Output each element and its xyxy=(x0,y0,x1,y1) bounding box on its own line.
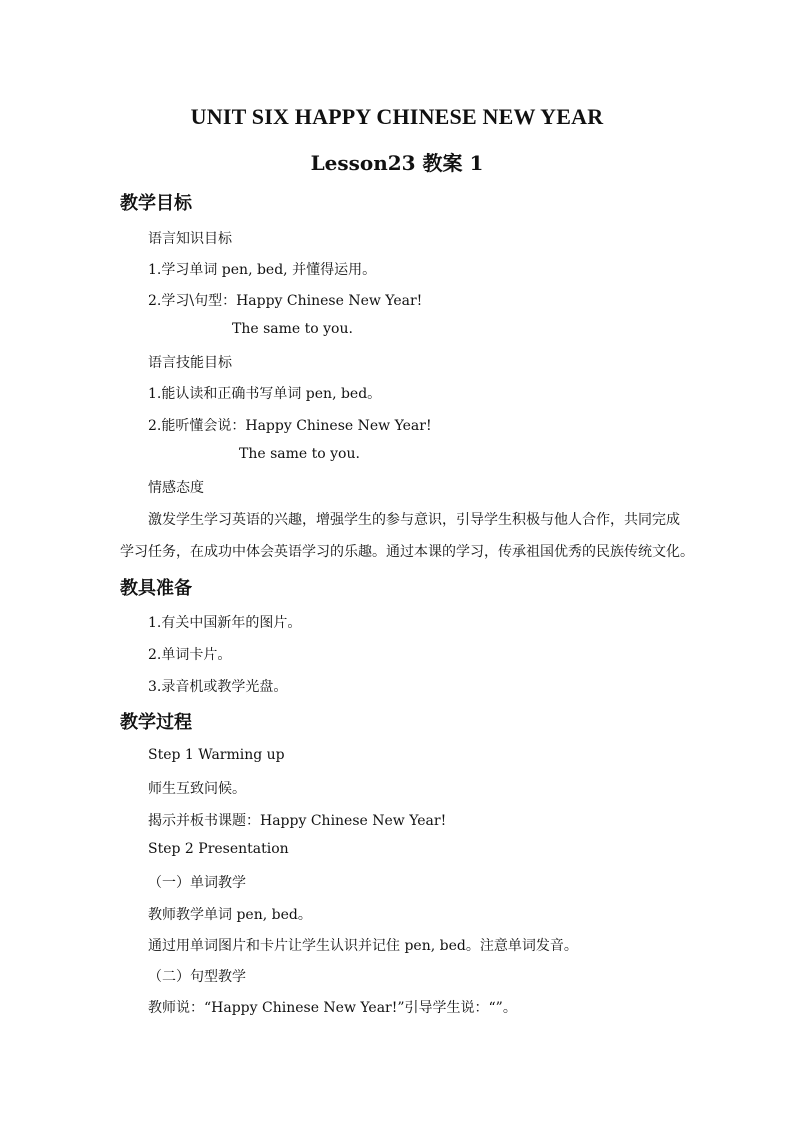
objectives-line: 2.能听懂会说：Happy Chinese New Year! xyxy=(148,418,432,434)
objectives-line: 语言知识目标 xyxy=(148,231,232,247)
process-line: 教师教学单词 pen, bed。 xyxy=(148,907,312,923)
process-line: 师生互致问候。 xyxy=(148,781,246,797)
process-line: 揭示并板书课题：Happy Chinese New Year! xyxy=(148,813,447,829)
objectives-line: 1.学习单词 pen, bed, 并懂得运用。 xyxy=(148,262,377,278)
objectives-paragraph-line: 激发学生学习英语的兴趣，增强学生的参与意识，引导学生积极与他人合作，共同完成 xyxy=(148,512,680,528)
process-line: Step 2 Presentation xyxy=(148,841,289,857)
document-title: UNIT SIX HAPPY CHINESE NEW YEAR xyxy=(190,104,604,129)
section-heading-objectives: 教学目标 xyxy=(120,193,192,214)
objectives-line: 语言技能目标 xyxy=(148,355,232,371)
objectives-line: The same to you. xyxy=(239,446,360,462)
objectives-line: The same to you. xyxy=(232,321,353,337)
process-line: 通过用单词图片和卡片让学生认识并记住 pen, bed。注意单词发音。 xyxy=(148,938,578,954)
objectives-paragraph-line: 学习任务，在成功中体会英语学习的乐趣。通过本课的学习，传承祖国优秀的民族传统文化。 xyxy=(120,544,694,560)
section-heading-materials: 教具准备 xyxy=(120,578,192,599)
objectives-line: 1.能认读和正确书写单词 pen, bed。 xyxy=(148,386,382,402)
materials-line: 2.单词卡片。 xyxy=(148,647,232,663)
materials-line: 3.录音机或教学光盘。 xyxy=(148,679,288,695)
document-subtitle: Lesson23 教案 1 xyxy=(310,151,484,175)
materials-line: 1.有关中国新年的图片。 xyxy=(148,615,302,631)
objectives-line: 2.学习\句型：Happy Chinese New Year! xyxy=(148,293,423,309)
process-line: Step 1 Warming up xyxy=(148,747,285,763)
process-line: （二）句型教学 xyxy=(148,969,246,985)
process-line: 教师说：“Happy Chinese New Year!”引导学生说：“”。 xyxy=(148,1000,517,1016)
process-line: （一）单词教学 xyxy=(148,875,246,891)
section-heading-process: 教学过程 xyxy=(120,712,192,733)
objectives-line: 情感态度 xyxy=(148,480,204,496)
